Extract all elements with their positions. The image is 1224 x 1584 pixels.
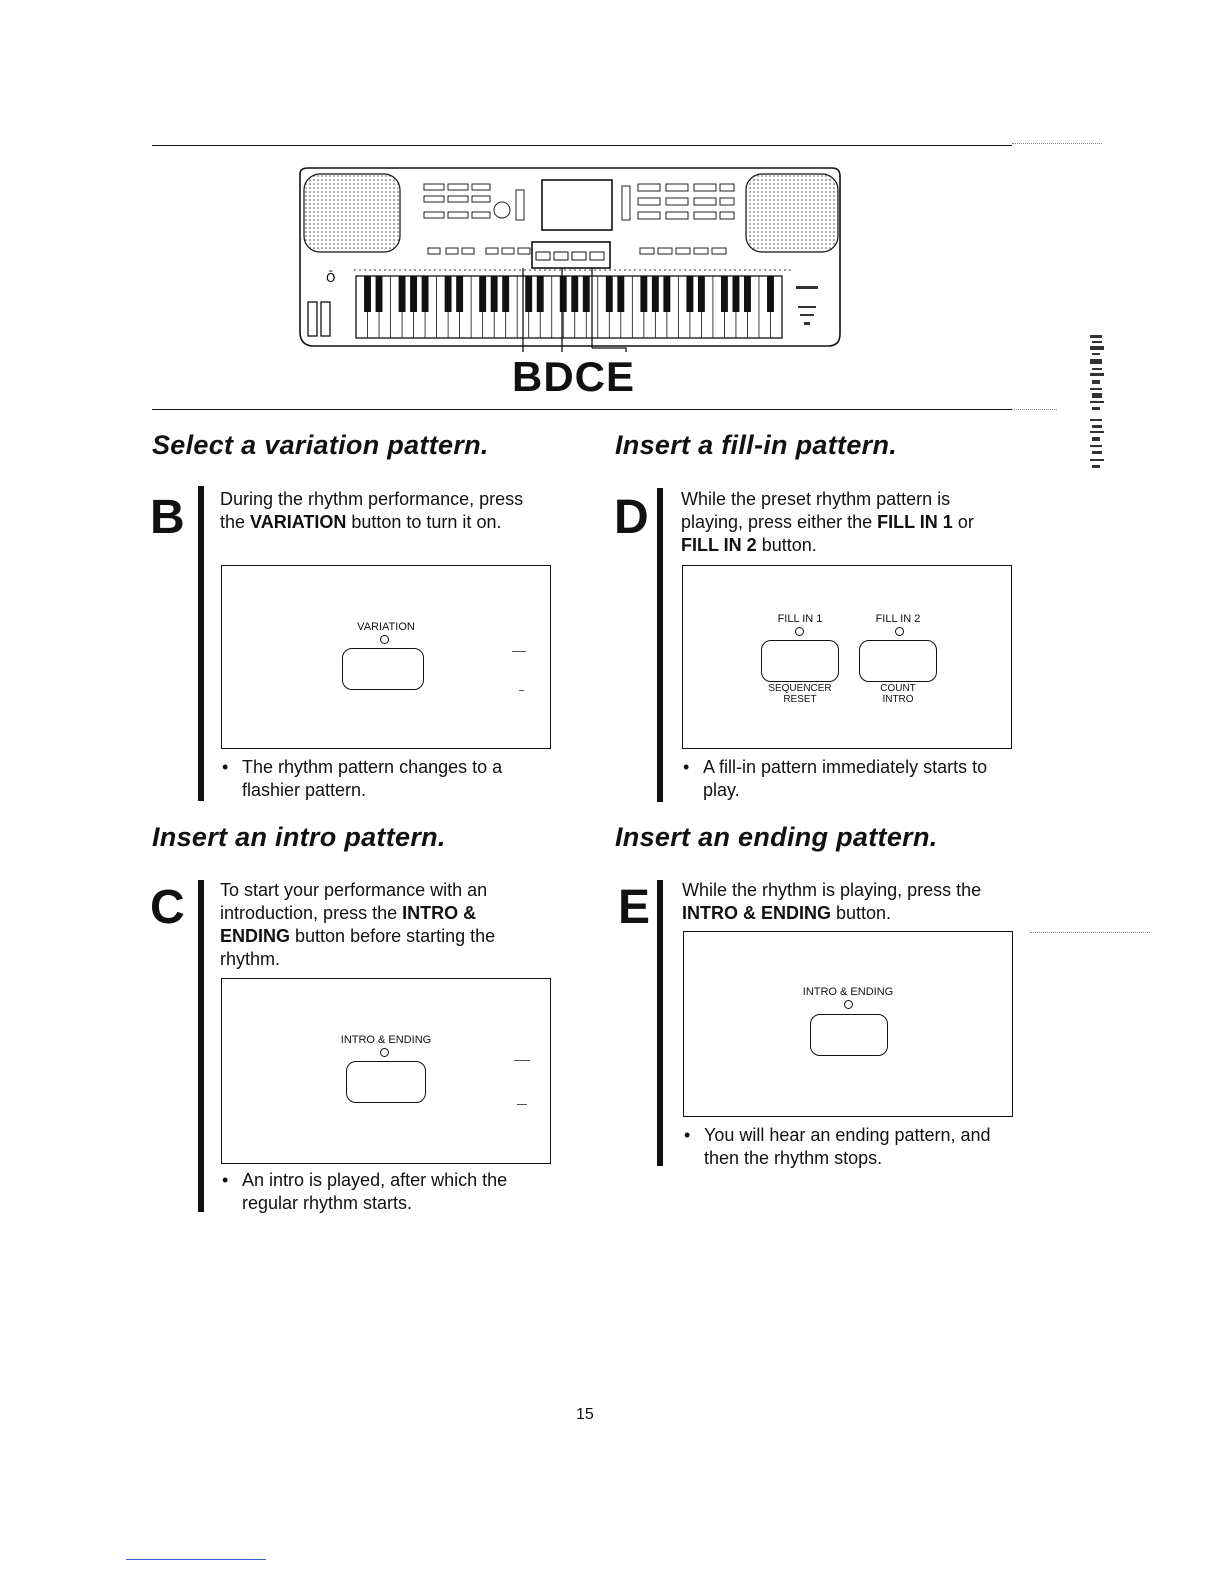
display-screen (542, 180, 612, 230)
sequencer-reset-label: SEQUENCER RESET (768, 683, 832, 705)
fill-in-2-button[interactable] (859, 640, 937, 682)
bottom-rule (126, 1559, 266, 1560)
black-key (479, 276, 486, 312)
step-bar-d (657, 488, 663, 802)
black-key (410, 276, 417, 312)
intro-ending-button-label: INTRO & ENDING (340, 1034, 432, 1046)
step-letter-d: D (614, 491, 649, 544)
svg-text:Ō: Ō (326, 271, 336, 285)
heading-variation: Select a variation pattern. (152, 430, 489, 460)
dotted-edge-marks-3 (1030, 932, 1150, 933)
variation-led-icon (380, 635, 389, 644)
instruction-variation: During the rhythm performance, press the VARIATION button to turn it on. (220, 489, 524, 532)
panel-ending (683, 931, 1013, 1117)
fill-in-1-led-icon (795, 627, 804, 636)
black-key (364, 276, 371, 312)
black-key (537, 276, 544, 312)
fill-in-1-button[interactable] (761, 640, 839, 682)
black-key (571, 276, 578, 312)
intro-ending-led-icon (844, 1000, 853, 1009)
fill-in-2-label: FILL IN 2 (875, 613, 921, 625)
instruction-fillin: While the preset rhythm pattern is playing, press either the FILL IN 1 or FILL IN 2 button. (681, 489, 974, 555)
intro-ending-button[interactable] (346, 1061, 426, 1103)
panel-fillin (682, 565, 1012, 749)
variation-button-label: VARIATION (357, 621, 415, 633)
black-key (422, 276, 429, 312)
black-key (686, 276, 693, 312)
heading-intro: Insert an intro pattern. (152, 822, 446, 852)
instruction-ending: While the rhythm is playing, press the INTRO & ENDING button. (682, 880, 982, 923)
black-key (583, 276, 590, 312)
step-bar-e (657, 880, 663, 1166)
count-intro-label: COUNT INTRO (880, 683, 916, 705)
edge-mark (514, 1060, 530, 1061)
black-key (399, 276, 406, 312)
black-key (560, 276, 567, 312)
black-key (491, 276, 498, 312)
step-bar-b (198, 486, 204, 801)
intro-ending-button-label: INTRO & ENDING (802, 986, 894, 998)
fill-in-1-label: FILL IN 1 (777, 613, 823, 625)
black-key (744, 276, 751, 312)
page-number: 15 (576, 1406, 594, 1423)
black-key (376, 276, 383, 312)
black-key (652, 276, 659, 312)
fill-in-2-led-icon (895, 627, 904, 636)
black-key (698, 276, 705, 312)
note-fillin: • A fill-in pattern immediately starts to play. (681, 756, 1003, 802)
rhythm-control-area (532, 242, 610, 268)
dotted-edge-marks (1012, 143, 1102, 144)
right-speaker (746, 174, 838, 252)
black-key (606, 276, 613, 312)
note-ending: • You will hear an ending pattern, and then the rhythm stops. (682, 1124, 1014, 1170)
heading-fillin: Insert a fill-in pattern. (615, 430, 898, 460)
top-rule (152, 145, 1012, 146)
print-registration-mark (1090, 335, 1106, 475)
left-speaker (304, 174, 400, 252)
instruction-intro: To start your performance with an introduction, press the INTRO & ENDING button before starting the rhythm. (220, 880, 496, 969)
step-letter-c: C (150, 881, 185, 934)
mid-rule (152, 409, 1012, 410)
black-key (502, 276, 509, 312)
dotted-edge-marks-2 (1012, 409, 1057, 410)
black-key (663, 276, 670, 312)
black-key (617, 276, 624, 312)
heading-ending: Insert an ending pattern. (615, 822, 938, 852)
black-key (640, 276, 647, 312)
panel-variation (221, 565, 551, 749)
step-letter-e: E (618, 881, 651, 934)
variation-button[interactable] (342, 648, 424, 690)
black-key (721, 276, 728, 312)
note-intro: • An intro is played, after which the regular rhythm starts. (220, 1169, 552, 1215)
note-variation: • The rhythm pattern changes to a flashier pattern. (220, 756, 552, 802)
black-key (767, 276, 774, 312)
step-bar-c (198, 880, 204, 1212)
intro-ending-button[interactable] (810, 1014, 888, 1056)
black-key (456, 276, 463, 312)
diagram-callout-letters: BDCE (512, 353, 636, 400)
black-key (525, 276, 532, 312)
black-key (445, 276, 452, 312)
keyboard-illustration (296, 166, 844, 352)
edge-mark (517, 1104, 527, 1105)
panel-intro (221, 978, 551, 1164)
keybed (356, 276, 782, 338)
edge-mark (519, 690, 524, 691)
step-letter-b: B (150, 491, 185, 544)
intro-ending-led-icon (380, 1048, 389, 1057)
edge-mark (512, 651, 526, 652)
black-key (732, 276, 739, 312)
